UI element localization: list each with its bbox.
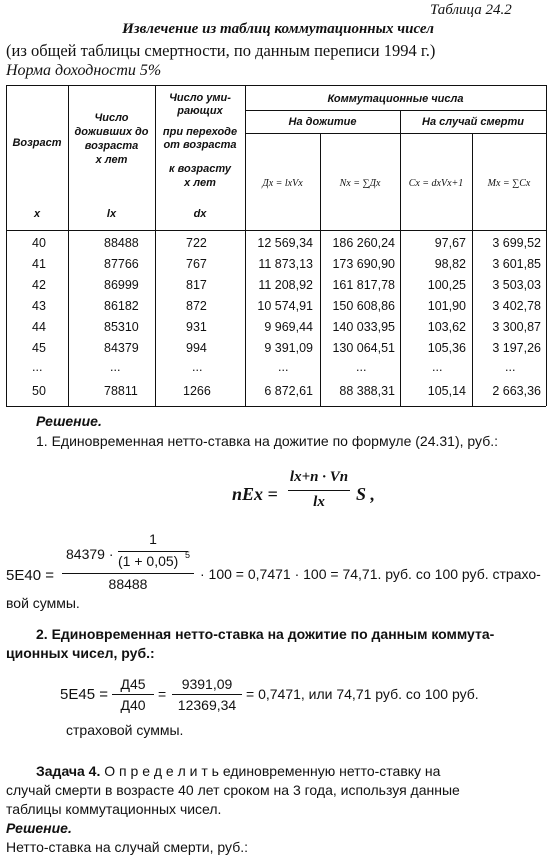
table-cell: 130 064,51 bbox=[332, 341, 395, 355]
rate-line: Норма доходности 5% bbox=[6, 62, 162, 79]
table-cell: ... bbox=[192, 360, 203, 374]
table-cell: ... bbox=[432, 360, 443, 374]
header-living-line-1: Число bbox=[94, 112, 129, 124]
header-living-symbol: lx bbox=[106, 208, 117, 220]
header-dying-symbol: dx bbox=[193, 208, 207, 220]
table-cell: 98,82 bbox=[434, 257, 466, 271]
table-cell: 12 569,34 bbox=[257, 236, 313, 250]
table-cell: 103,62 bbox=[427, 320, 466, 334]
header-dying-line-2: рающих bbox=[177, 105, 223, 117]
table-cell: 161 817,78 bbox=[332, 278, 395, 292]
table-cell: 9 391,09 bbox=[264, 341, 313, 355]
table-cell: 872 bbox=[186, 299, 207, 313]
table-cell: ... bbox=[505, 360, 516, 374]
task-4-line-1: Задача 4. О п р е д е л и т ь единовременную нетто-ставку на bbox=[36, 763, 441, 779]
table-cell: 105,36 bbox=[427, 341, 466, 355]
table-cell: 87766 bbox=[104, 257, 139, 271]
table-title: Извлечение из таблиц коммутационных чисел bbox=[122, 21, 434, 37]
solution-heading-2: Решение. bbox=[6, 820, 72, 836]
table-cell: 50 bbox=[32, 384, 46, 398]
item-2-line-1: 2. Единовременная нетто-ставка на дожитие по данным коммута- bbox=[36, 626, 495, 642]
table-cell: ... bbox=[32, 360, 43, 374]
table-cell: 140 033,95 bbox=[332, 320, 395, 334]
solution-heading: Решение. bbox=[36, 413, 102, 429]
table-cell: 173 690,90 bbox=[332, 257, 395, 271]
table-cell: 186 260,24 bbox=[332, 236, 395, 250]
table-cell: 44 bbox=[32, 320, 46, 334]
table-cell: 3 300,87 bbox=[492, 320, 541, 334]
table-cell: 817 bbox=[186, 278, 207, 292]
table-cell: 88488 bbox=[104, 236, 139, 250]
table-cell: 3 699,52 bbox=[492, 236, 541, 250]
table-cell: 78811 bbox=[104, 384, 138, 398]
task-4-line-2: случай смерти в возрасте 40 лет сроком на 3 года, используя данные bbox=[6, 782, 460, 798]
table-cell: 11 873,13 bbox=[258, 257, 313, 271]
table-cell: 9 969,44 bbox=[264, 320, 313, 334]
table-cell: 10 574,91 bbox=[257, 299, 313, 313]
table-cell: ... bbox=[278, 360, 289, 374]
table-subtitle: (из общей таблицы смертности, по данным переписи 1994 г.) bbox=[6, 41, 436, 60]
table-cell: 150 608,86 bbox=[332, 299, 395, 313]
table-cell: 6 872,61 bbox=[264, 384, 313, 398]
table-cell: 45 bbox=[32, 341, 46, 355]
table-cell: 1266 bbox=[183, 384, 211, 398]
formula-nx: Nx = ∑Дx bbox=[339, 178, 381, 189]
table-label: Таблица 24.2 bbox=[430, 2, 512, 18]
formula-dx: Дx = lxVx bbox=[262, 178, 303, 189]
header-age-symbol: x bbox=[33, 208, 41, 220]
header-survival: На дожитие bbox=[288, 116, 357, 128]
table-cell: ... bbox=[356, 360, 367, 374]
formula-cx: Cx = dxVx+1 bbox=[408, 178, 464, 189]
table-cell: 2 663,36 bbox=[492, 384, 541, 398]
table-cell: 84379 bbox=[104, 341, 139, 355]
header-living-line-4: x лет bbox=[95, 154, 128, 166]
header-dying-line-6: x лет bbox=[184, 177, 216, 189]
table-cell: 3 197,26 bbox=[492, 341, 541, 355]
header-dying-line-3: при переходе bbox=[162, 126, 238, 138]
item-1: 1. Единовременная нетто-ставка на дожитие по формуле (24.31), руб.: bbox=[36, 433, 498, 449]
header-living-line-3: возраста bbox=[84, 140, 139, 152]
table-cell: 101,90 bbox=[427, 299, 466, 313]
table-cell: 86182 bbox=[104, 299, 139, 313]
header-dying-line-1: Число уми- bbox=[169, 92, 231, 104]
table-cell: 88 388,31 bbox=[339, 384, 395, 398]
table-cell: 86999 bbox=[104, 278, 139, 292]
table-cell: 105,14 bbox=[427, 384, 466, 398]
table-cell: 40 bbox=[32, 236, 46, 250]
header-dying-line-5: к возрасту bbox=[169, 163, 231, 175]
table-cell: 931 bbox=[186, 320, 207, 334]
header-living-line-2: доживших до bbox=[74, 126, 149, 138]
table-cell: 85310 bbox=[104, 320, 139, 334]
header-age: Возраст bbox=[12, 137, 62, 149]
table-cell: 42 bbox=[32, 278, 46, 292]
table-cell: 97,67 bbox=[434, 236, 466, 250]
table-cell: 722 bbox=[186, 236, 207, 250]
header-dying-line-4: от возраста bbox=[163, 139, 237, 151]
table-cell: 41 bbox=[32, 257, 46, 271]
task-4-label: Задача 4. bbox=[36, 763, 101, 779]
table-cell: 3 601,85 bbox=[492, 257, 541, 271]
table-cell: 3 503,03 bbox=[492, 278, 541, 292]
header-commutation: Коммутационные числа bbox=[327, 93, 464, 105]
table-cell: 3 402,78 bbox=[492, 299, 541, 313]
task-4-line-3: таблицы коммутационных чисел. bbox=[6, 801, 222, 817]
header-death: На случай смерти bbox=[422, 116, 524, 128]
table-cell: 11 208,92 bbox=[258, 278, 313, 292]
table-cell: 100,25 bbox=[427, 278, 466, 292]
last-line: Нетто-ставка на случай смерти, руб.: bbox=[6, 839, 248, 855]
table-cell: ... bbox=[110, 360, 121, 374]
table-cell: 43 bbox=[32, 299, 46, 313]
formula-mx: Mx = ∑Cx bbox=[487, 178, 531, 189]
table-cell: 767 bbox=[186, 257, 207, 271]
item-2-line-2: ционных чисел, руб.: bbox=[6, 645, 155, 661]
table-cell: 994 bbox=[186, 341, 207, 355]
